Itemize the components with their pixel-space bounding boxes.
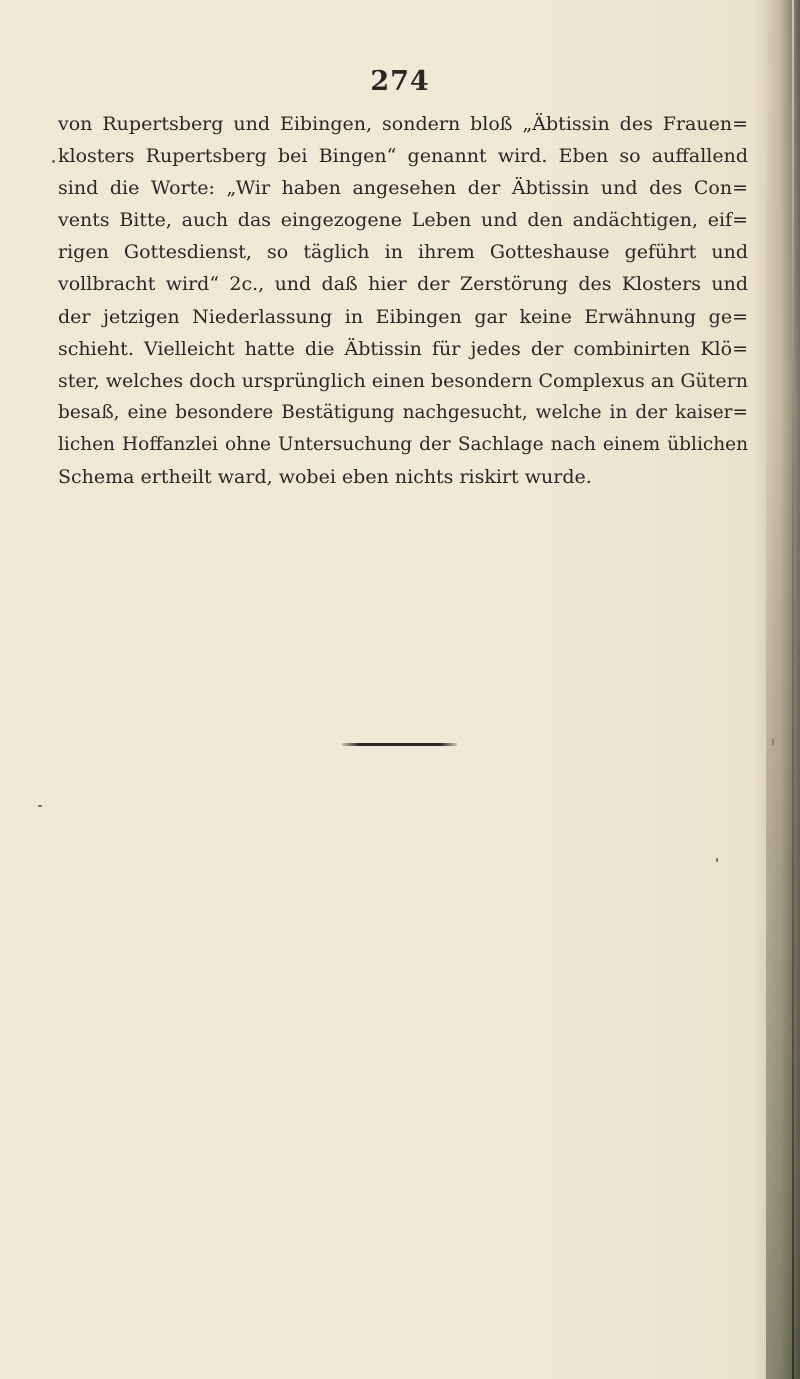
text-line: Schema ertheilt ward, wobei eben nichts riskirt wurde. [58,466,592,489]
text-line: vents Bitte, auch das eingezogene Leben und den andächtigen, eif= [58,209,748,232]
body-paragraph [58,108,748,493]
text-line: sind die Worte: „Wir haben angesehen der Äbtissin und des Con= [58,177,748,200]
text-line: besaß, eine besondere Bestätigung nachgesucht, welche in der kaiser= [58,401,748,423]
page-edge-line [792,0,794,1379]
page-edge-shadow [766,0,800,1379]
section-divider-rule [342,743,457,746]
paper-speck [716,858,718,862]
text-line: ster, welches doch ursprünglich einen besondern Complexus an Gütern [58,369,748,392]
text-line: lichen Hoffanzlei ohne Untersuchung der Sachlage nach einem üblichen [58,433,748,455]
page-number: 274 [370,66,430,97]
text-line: rigen Gottesdienst, so täglich in ihrem Gotteshause geführt und [58,241,748,264]
paper-speck [52,160,55,163]
paper-speck [38,805,42,807]
text-line: klosters Rupertsberg bei Bingen“ genannt wird. Eben so auffallend [58,145,748,168]
text-line: von Rupertsberg und Eibingen, sondern bloß „Äbtissin des Frauen= [58,113,748,135]
text-line: vollbracht wird“ 2c., und daß hier der Zerstörung des Klosters und [58,273,748,296]
text-line: der jetzigen Niederlassung in Eibingen gar keine Erwähnung ge= [58,305,748,328]
paper-speck [772,738,774,746]
text-line: schieht. Vielleicht hatte die Äbtissin für jedes der combinirten Klö= [58,337,748,360]
